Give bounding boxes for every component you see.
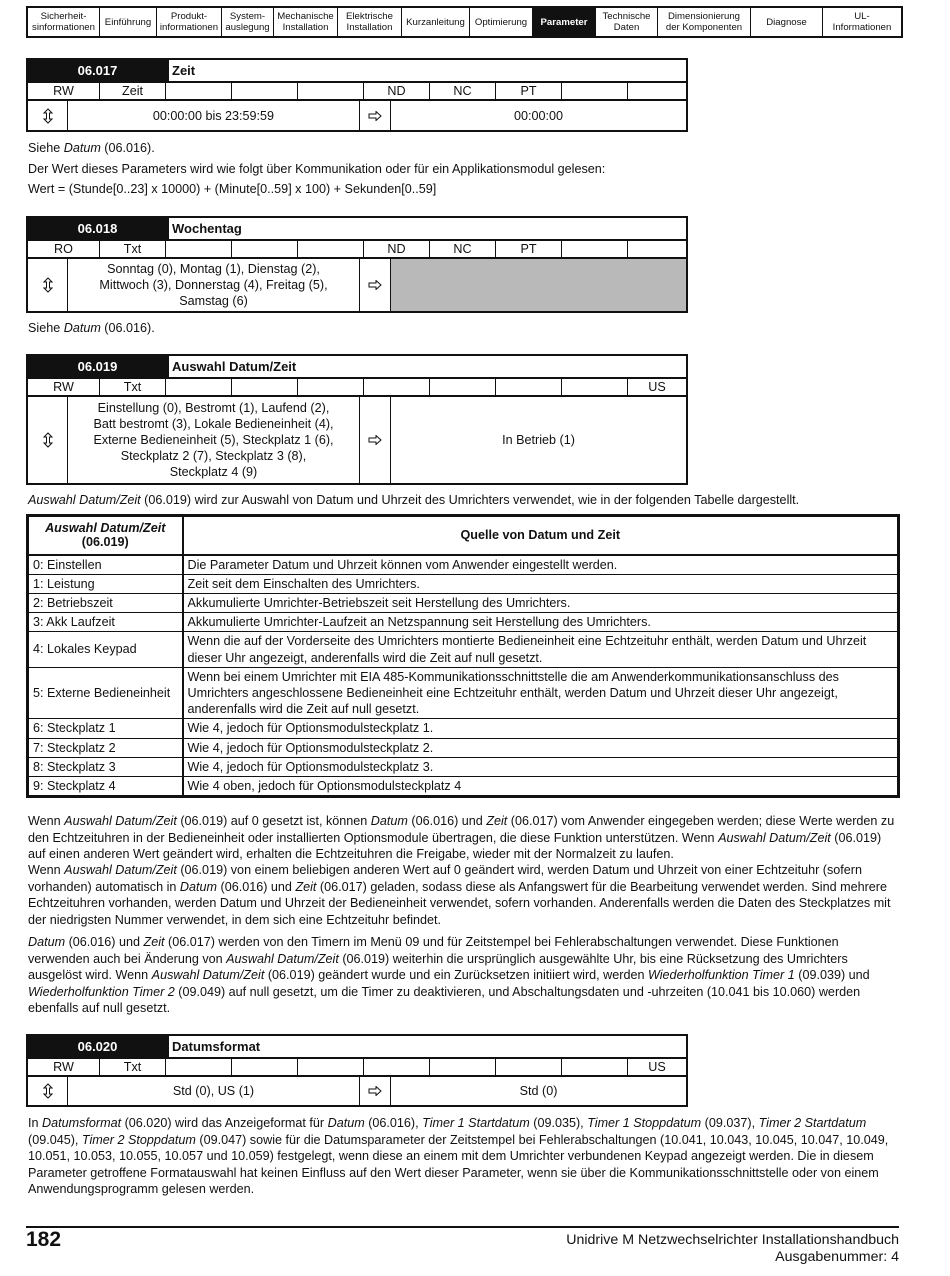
flag-cell (298, 241, 364, 257)
up-down-arrows-icon (28, 397, 68, 483)
flag-cell (562, 83, 628, 99)
flag-cell: Txt (100, 1059, 166, 1075)
date-time-source-table (26, 514, 900, 798)
flag-cell (628, 241, 686, 257)
flag-cell (232, 83, 298, 99)
flag-cell (628, 83, 686, 99)
parameter-number: 06.018 (28, 218, 167, 239)
nav-tab-kurzanleitung[interactable]: Kurzanleitung (402, 8, 470, 36)
flag-cell: RO (28, 241, 100, 257)
table-row: 6: Steckplatz 1 Wie 4, jedoch für Optionsmodulsteckplatz 1. (29, 719, 898, 738)
parameter-table-06-019 (26, 354, 688, 485)
paragraph-load-clock: Wenn Auswahl Datum/Zeit (06.019) von einem beliebigen anderen Wert auf 0 geändert wird, werden Datum und Uhrzeit von einer Echtzeituhr (sofern vorhanden) automatisch in Datum (06.016) und Zeit (06.017) geladen, sodass diese als Anfangswert für die Bearbeitung verwendet werden. Sind mehrere Echtzeituhren vorhanden, werden Datum und Uhrzeit der Bedieneinheit verwendet, sofern vorhanden. Anderenfalls werden die Daten des Steckplatzes mit der niedrigsten Nummer verwendet, in dem sich eine Echtzeituhr befindet. (28, 863, 891, 927)
parameter-range: Einstellung (0), Bestromt (1), Laufend (2), Batt bestromt (3), Lokale Bedieneinheit (4), Externe Bedieneinheit (5), Steckplatz 1 (6), Steckplatz 2 (7), Steckplatz 3 (8), Steckplatz 4 (9) (68, 397, 360, 483)
flag-cell (232, 379, 298, 395)
nav-tab-parameter[interactable]: Parameter (533, 8, 596, 36)
flag-cell (232, 241, 298, 257)
parameter-flags (28, 1059, 686, 1077)
arrow-right-icon (360, 101, 391, 130)
parameter-range: Sonntag (0), Montag (1), Dienstag (2), Mittwoch (3), Donnerstag (4), Freitag (5), Samstag (6) (68, 259, 360, 311)
flag-cell: US (648, 380, 666, 394)
parameter-number: 06.019 (28, 356, 167, 377)
flag-cell (562, 379, 628, 395)
up-down-arrows-icon (28, 101, 68, 130)
table-header-selection: Auswahl Datum/Zeit (06.019) (29, 517, 183, 555)
flag-cell: Zeit (100, 83, 166, 99)
parameter-default (391, 259, 686, 311)
parameter-flags (28, 379, 686, 397)
flag-cell: RW (28, 1059, 100, 1075)
nav-tab-elektrische-installation[interactable]: Elektrische Installation (338, 8, 402, 36)
parameter-table-06-017 (26, 58, 688, 132)
description-06-019: Auswahl Datum/Zeit (06.019) wird zur Auswahl von Datum und Uhrzeit des Umrichters verwendet, wie in der folgenden Tabelle dargestellt. (28, 493, 800, 507)
parameter-table-06-018 (26, 216, 688, 313)
parameter-range: 00:00:00 bis 23:59:59 (68, 101, 360, 130)
flag-cell: ND (364, 83, 430, 99)
arrow-right-icon (360, 397, 391, 483)
parameter-name: Auswahl Datum/Zeit (167, 356, 686, 377)
table-row: 2: Betriebszeit Akkumulierte Umrichter-Betriebszeit seit Herstellung des Umrichters. (29, 593, 898, 612)
see-also-line: Siehe Datum (06.016). (28, 141, 155, 155)
issue-number: Ausgabenummer: 4 (775, 1249, 899, 1265)
parameter-number: 06.017 (28, 60, 167, 81)
flag-cell (496, 1059, 562, 1075)
nav-tab-diagnose[interactable]: Diagnose (751, 8, 823, 36)
arrow-right-icon (360, 259, 391, 311)
up-down-arrows-icon (28, 259, 68, 311)
description-06-017 (28, 140, 908, 198)
nav-tab-technische-daten[interactable]: Technische Daten (596, 8, 658, 36)
parameter-flags (28, 241, 686, 259)
flag-cell (166, 83, 232, 99)
nav-tab-ul-informationen[interactable]: UL- Informationen (832, 11, 892, 33)
flag-cell (166, 379, 232, 395)
comms-line: Der Wert dieses Parameters wird wie folgt über Kommunikation oder für ein Applikationsmodul gelesen: (28, 161, 606, 176)
flag-cell: US (648, 1060, 666, 1074)
page-number: 182 (26, 1228, 62, 1251)
flag-cell: PT (496, 83, 562, 99)
description-06-018: Siehe Datum (06.016). (28, 321, 155, 335)
flag-cell: RW (28, 379, 100, 395)
table-row: 0: Einstellen Die Parameter Datum und Uhrzeit können vom Anwender eingestellt werden. (29, 555, 898, 575)
flag-cell (298, 83, 364, 99)
arrow-right-icon (360, 1077, 391, 1105)
flag-cell (430, 1059, 496, 1075)
parameter-default: 00:00:00 (513, 108, 564, 123)
flag-cell (562, 1059, 628, 1075)
formula-line: Wert = (Stunde[0..23] x 10000) + (Minute[0..59] x 100) + Sekunden[0..59] (28, 182, 437, 197)
table-row: 8: Steckplatz 3 Wie 4, jedoch für Optionsmodulsteckplatz 3. (29, 757, 898, 776)
chapter-navigation (26, 6, 903, 38)
nav-tab-mechanische-installation[interactable]: Mechanische Installation (274, 8, 338, 36)
footer-info (566, 1232, 899, 1266)
paragraph-set-clock: Wenn Auswahl Datum/Zeit (06.019) auf 0 gesetzt ist, können Datum (06.016) und Zeit (06.017) vom Anwender eingegeben werden; diese Werte werden zu den Echtzeituhren in der Bedieneinheit oder installierten Optionsmodule übertragen, die diese Funktion unterstützen. Wenn Auswahl Datum/Zeit (06.019) auf einen anderen Wert geändert wird, erhalten die Echtzeituhren die Freigabe, wieder mit der Normalzeit zu laufen. (28, 814, 895, 862)
flag-cell (166, 1059, 232, 1075)
manual-title: Unidrive M Netzwechselrichter Installationshandbuch (566, 1232, 899, 1248)
nav-tab-systemauslegung[interactable]: System- auslegung (222, 8, 274, 36)
flag-cell (298, 1059, 364, 1075)
nav-tab-optimierung[interactable]: Optimierung (470, 8, 533, 36)
table-row: 3: Akk Laufzeit Akkumulierte Umrichter-Laufzeit an Netzspannung seit Herstellung des Umrichters. (29, 613, 898, 632)
flag-cell: NC (430, 83, 496, 99)
parameter-default: In Betrieb (1) (502, 433, 575, 447)
table-row: 9: Steckplatz 4 Wie 4 oben, jedoch für Optionsmodulsteckplatz 4 (29, 776, 898, 795)
nav-tab-einfuehrung[interactable]: Einführung (100, 8, 157, 36)
parameter-name: Wochentag (167, 218, 686, 239)
flag-cell: Txt (100, 241, 166, 257)
table-header-source: Quelle von Datum und Zeit (183, 517, 898, 555)
nav-tab-dimensionierung[interactable]: Dimensionierung der Komponenten (658, 8, 751, 36)
parameter-number: 06.020 (28, 1036, 167, 1057)
flag-cell (232, 1059, 298, 1075)
table-row: 1: Leistung Zeit seit dem Einschalten des Umrichters. (29, 574, 898, 593)
flag-cell (430, 379, 496, 395)
parameter-range: Std (0), US (1) (68, 1077, 360, 1105)
parameter-flags (28, 83, 686, 101)
footer-rule (26, 1226, 899, 1228)
table-row: 5: Externe Bedieneinheit Wenn bei einem Umrichter mit EIA 485-Kommunikationsschnittstelle die am Anwenderkommunikationsanschluss des Umrichters angeschlossene Bedieneinheit eine Echtzeituhr enthält, werden Datum und Uhrzeit dieser Uhr angezeigt, anderenfalls wird die Zeit auf null gesetzt. (29, 667, 898, 719)
flag-cell: RW (28, 83, 100, 99)
table-row: 4: Lokales Keypad Wenn die auf der Vorderseite des Umrichters montierte Bedieneinheit eine Echtzeituhr enthält, werden Datum und Uhrzeit dieser Uhr angezeigt, anderenfalls wird die Zeit auf null gesetzt. (29, 632, 898, 667)
paragraph-timers: Datum (06.016) und Zeit (06.017) werden von den Timern im Menü 09 und für Zeitstempel bei Fehlerabschaltungen verwendet. Diese Funktionen verwenden auch bei Änderung von Auswahl Datum/Zeit (06.019) weiterhin die ursprünglich ausgewählte Uhr, bis eine Rücksetzung des Umrichters ausgelöst wird. Wenn Auswahl Datum/Zeit (06.019) geändert wurde und ein Zurücksetzen initiiert wird, werden Wiederholfunktion Timer 1 (09.039) und Wiederholfunktion Timer 2 (09.049) auf null gesetzt, um die Timer zu deaktivieren, und Abschaltungsdaten und -uhrzeiten (10.041 bis 10.060) werden ebenfalls auf null gesetzt. (28, 935, 870, 1016)
flag-cell (298, 379, 364, 395)
flag-cell (496, 379, 562, 395)
parameter-name: Zeit (167, 60, 686, 81)
flag-cell (562, 241, 628, 257)
flag-cell (166, 241, 232, 257)
flag-cell (364, 1059, 430, 1075)
parameter-table-06-020 (26, 1034, 688, 1107)
flag-cell: PT (496, 241, 562, 257)
flag-cell (364, 379, 430, 395)
parameter-default: Std (0) (519, 1084, 558, 1098)
flag-cell: ND (364, 241, 430, 257)
paragraph-date-format: In Datumsformat (06.020) wird das Anzeigeformat für Datum (06.016), Timer 1 Startdatum (09.035), Timer 1 Stoppdatum (09.037), Timer 2 Startdatum (09.045), Timer 2 Stoppdatum (09.047) sowie für die Datumsparameter der Zeitstempel bei Fehlerabschaltungen (10.041, 10.043, 10.045, 10.047, 10.049, 10.051, 10.053, 10.055, 10.057 und 10.059) festgelegt, wenn diese an einem mit dem Umrichter verbundenen Keypad angezeigt werden. Die in diesem Parameter getroffene Formatauswahl hat keinen Einfluss auf den Wert dieser Parameter, wenn sie über die Kommunikationsschnittstelle oder von einem Anwendungsprogramm gelesen werden. (28, 1116, 889, 1197)
flag-cell: Txt (100, 379, 166, 395)
parameter-name: Datumsformat (167, 1036, 686, 1057)
nav-tab-produktinformationen[interactable]: Produkt- informationen (157, 8, 222, 36)
table-row: 7: Steckplatz 2 Wie 4, jedoch für Optionsmodulsteckplatz 2. (29, 738, 898, 757)
nav-tab-sicherheitsinformationen[interactable]: Sicherheit- sinformationen (28, 8, 100, 36)
up-down-arrows-icon (28, 1077, 68, 1105)
flag-cell: NC (430, 241, 496, 257)
